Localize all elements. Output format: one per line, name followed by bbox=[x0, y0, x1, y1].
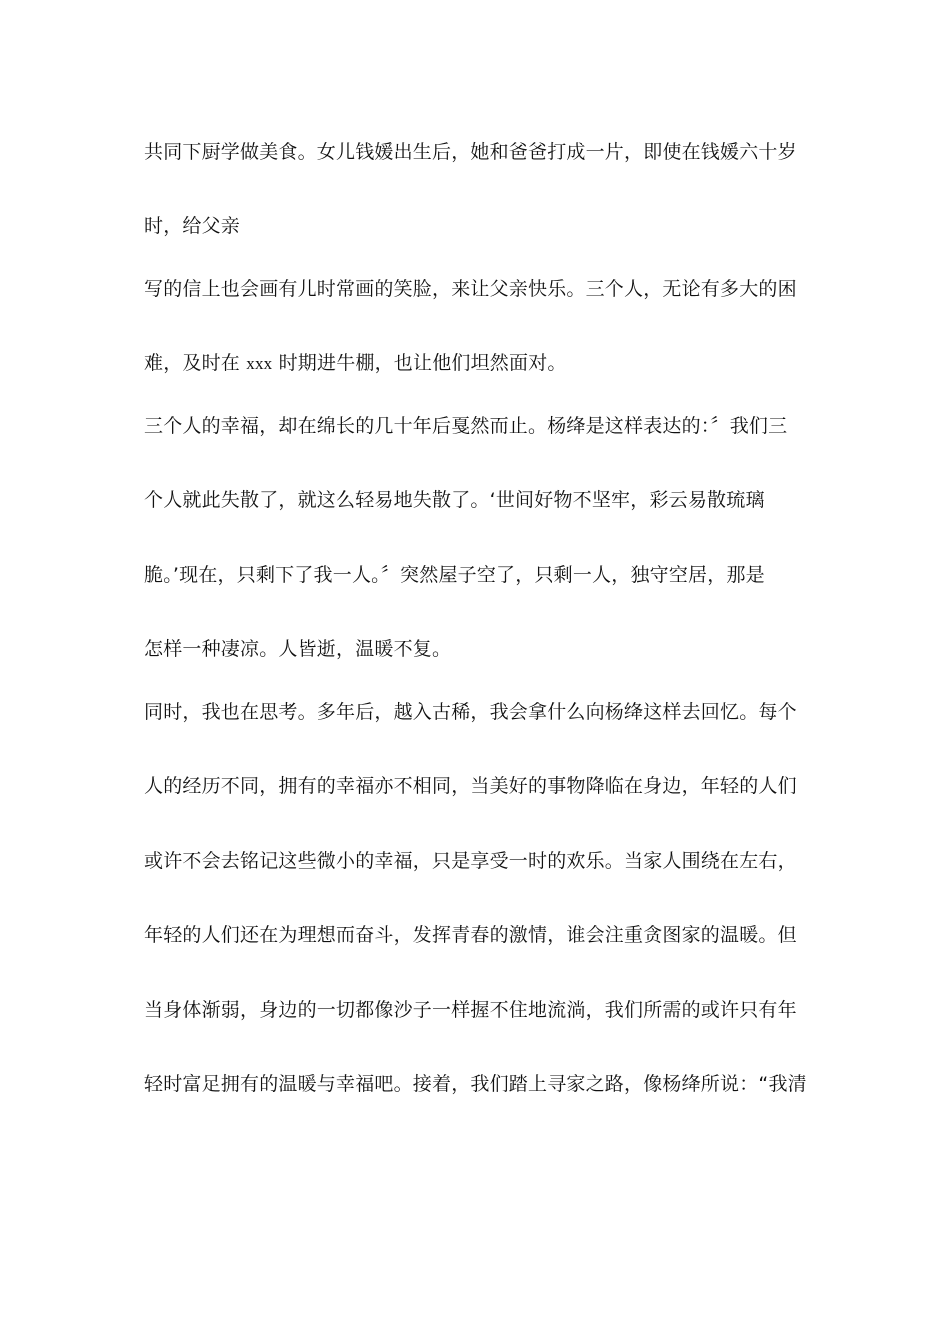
text-line: 时，给父亲 bbox=[144, 215, 241, 237]
text-line-with-masked-term bbox=[144, 351, 567, 376]
text-line: 同时，我也在思考。多年后，越入古稀，我会拿什么向杨绛这样去回忆。每个 bbox=[144, 701, 797, 723]
text-segment: 难，及时在 bbox=[144, 352, 247, 374]
text-line: 或许不会去铭记这些微小的幸福，只是享受一时的欢乐。当家人围绕在左右， bbox=[144, 850, 797, 872]
text-line: 当身体渐弱，身边的一切都像沙子一样握不住地流淌，我们所需的或许只有年 bbox=[144, 999, 797, 1021]
text-line: 年轻的人们还在为理想而奋斗，发挥青春的激情，谁会注重贪图家的温暖。但 bbox=[144, 924, 797, 946]
text-line: 共同下厨学做美食。女儿钱媛出生后，她和爸爸打成一片，即使在钱媛六十岁 bbox=[144, 141, 797, 163]
text-line: 个人就此失散了，就这么轻易地失散了。‘世间好物不坚牢，彩云易散琉璃 bbox=[144, 489, 765, 511]
text-line: 脆。’现在，只剩下了我一人。〞突然屋子空了，只剩一人，独守空居，那是 bbox=[144, 564, 765, 586]
text-segment: 时期进牛棚，也让他们坦然面对。 bbox=[272, 352, 567, 374]
text-line: 三个人的幸福，却在绵长的几十年后戛然而止。杨绛是这样表达的：〞我们三 bbox=[144, 415, 788, 437]
text-line: 写的信上也会画有儿时常画的笑脸，来让父亲快乐。三个人，无论有多大的困 bbox=[144, 278, 797, 300]
masked-term: xxx bbox=[246, 354, 273, 373]
text-line: 轻时富足拥有的温暖与幸福吧。接着，我们踏上寻家之路，像杨绛所说：“我清 bbox=[144, 1073, 807, 1095]
text-line: 人的经历不同，拥有的幸福亦不相同，当美好的事物降临在身边，年轻的人们 bbox=[144, 775, 797, 797]
text-line: 怎样一种凄凉。人皆逝，温暖不复。 bbox=[144, 638, 452, 660]
